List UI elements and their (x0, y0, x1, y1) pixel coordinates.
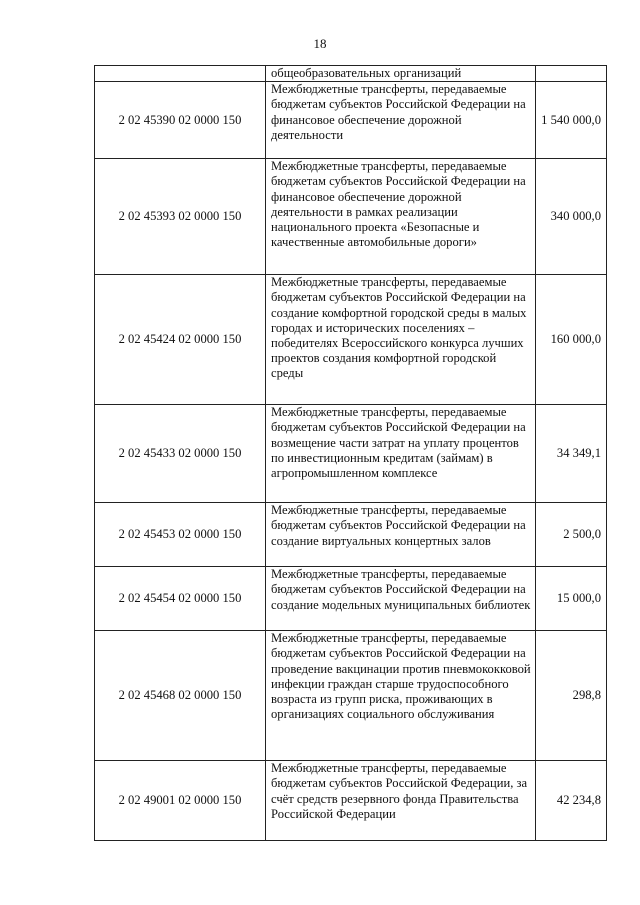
code-cell: 2 02 45390 02 0000 150 (95, 82, 266, 159)
code-cell (95, 66, 266, 82)
amount-cell: 15 000,0 (536, 567, 607, 631)
code-cell: 2 02 45454 02 0000 150 (95, 567, 266, 631)
description-cell: Межбюджетные трансферты, передаваемые бюджетам субъектов Российской Федерации на создание виртуальных концертных залов (266, 503, 536, 567)
amount-cell (536, 66, 607, 82)
code-cell: 2 02 45393 02 0000 150 (95, 159, 266, 275)
description-cell: Межбюджетные трансферты, передаваемые бюджетам субъектов Российской Федерации на финансовое обеспечение дорожной деятельности в рамках реализации национального проекта «Безопасные и качественные автомобильные дороги» (266, 159, 536, 275)
table-row (95, 82, 607, 159)
description-cell: общеобразовательных организаций (266, 66, 536, 82)
page-number: 18 (313, 36, 327, 51)
description-cell: Межбюджетные трансферты, передаваемые бюджетам субъектов Российской Федерации на возмещение части затрат на уплату процентов по инвестиционным кредитам (займам) в агропромышленном комплексе (266, 405, 536, 503)
table-row (95, 631, 607, 761)
amount-cell: 340 000,0 (536, 159, 607, 275)
amount-cell: 2 500,0 (536, 503, 607, 567)
table-row (95, 761, 607, 841)
table-row (95, 159, 607, 275)
table-row-continuation (95, 66, 607, 82)
amount-cell: 160 000,0 (536, 275, 607, 405)
amount-cell: 1 540 000,0 (536, 82, 607, 159)
code-cell: 2 02 45468 02 0000 150 (95, 631, 266, 761)
table-row (95, 567, 607, 631)
description-cell: Межбюджетные трансферты, передаваемые бюджетам субъектов Российской Федерации, за счёт средств резервного фонда Правительства Российской Федерации (266, 761, 536, 841)
table-row (95, 503, 607, 567)
budget-transfers-table (94, 65, 607, 841)
amount-cell: 298,8 (536, 631, 607, 761)
amount-cell: 34 349,1 (536, 405, 607, 503)
description-cell: Межбюджетные трансферты, передаваемые бюджетам субъектов Российской Федерации на проведение вакцинации против пневмококковой инфекции граждан старше трудоспособного возраста из групп риска, проживающих в организациях социального обслуживания (266, 631, 536, 761)
table-row (95, 405, 607, 503)
code-cell: 2 02 45453 02 0000 150 (95, 503, 266, 567)
table-row (95, 275, 607, 405)
description-cell: Межбюджетные трансферты, передаваемые бюджетам субъектов Российской Федерации на создание комфортной городской среды в малых городах и исторических поселениях – победителях Всероссийского конкурса лучших проектов создания комфортной городской среды (266, 275, 536, 405)
description-cell: Межбюджетные трансферты, передаваемые бюджетам субъектов Российской Федерации на создание модельных муниципальных библиотек (266, 567, 536, 631)
code-cell: 2 02 45433 02 0000 150 (95, 405, 266, 503)
amount-cell: 42 234,8 (536, 761, 607, 841)
code-cell: 2 02 45424 02 0000 150 (95, 275, 266, 405)
description-cell: Межбюджетные трансферты, передаваемые бюджетам субъектов Российской Федерации на финансовое обеспечение дорожной деятельности (266, 82, 536, 159)
code-cell: 2 02 49001 02 0000 150 (95, 761, 266, 841)
